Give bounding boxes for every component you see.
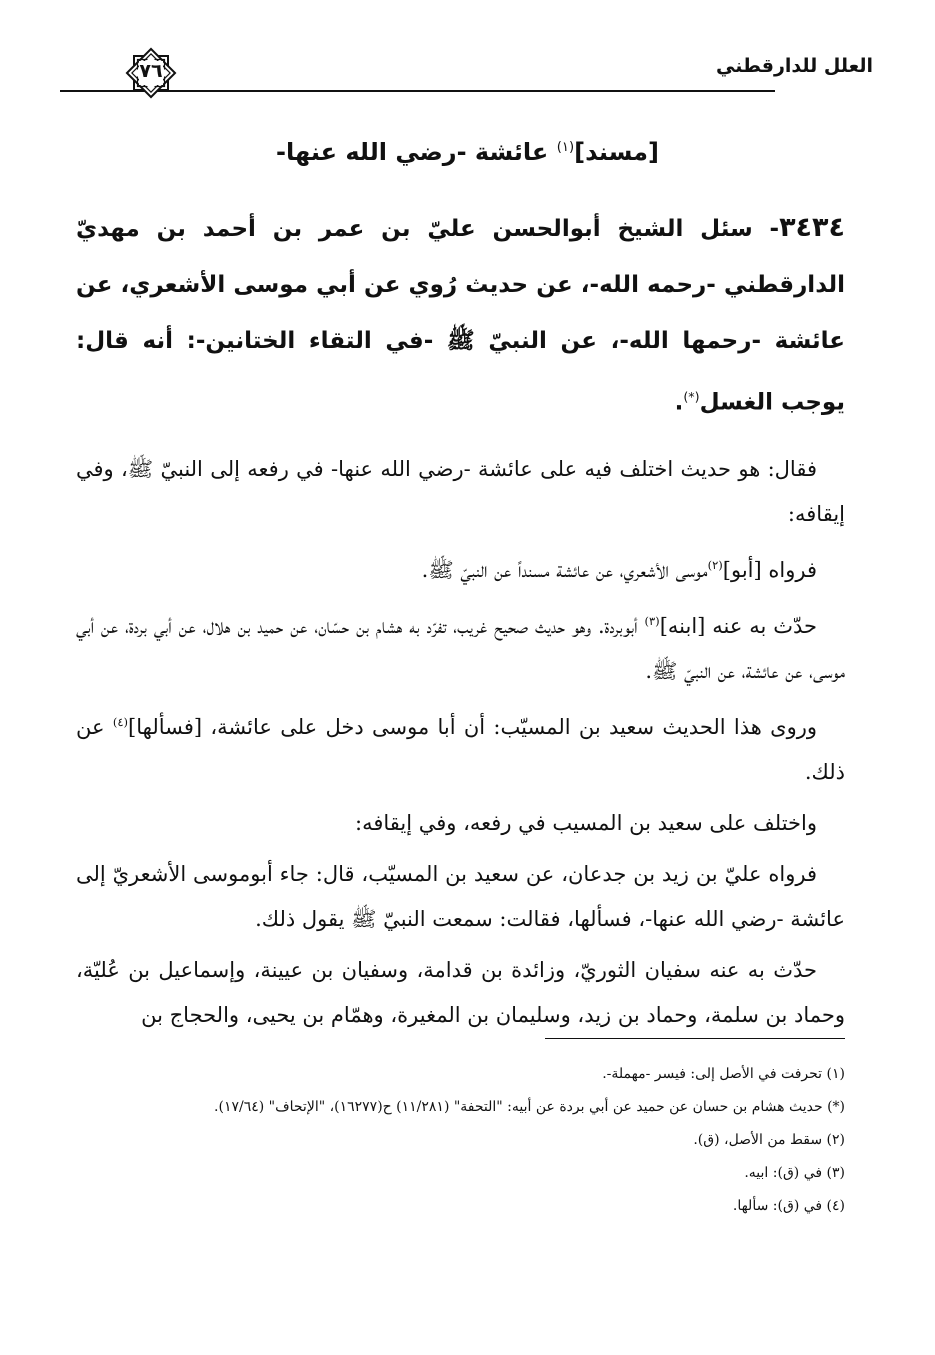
footnote-3: (٣) في (ق): ابيه. [744,1165,845,1181]
footnote-ref-1[interactable]: (١) [556,140,575,155]
question-text: - سئل الشيخ أبوالحسن عليّ بن عمر بن أحمد بن مهديّ الدارقطني -رحمه الله-، عن حديث رُوي عن أبي موسى الأشعري، عن عائشة -رحمها الله-، عن النبيّ ﷺ -في التقاء الختانين-: أنه قال: يوجب الغسل [76,216,845,416]
answer-paragraph-5: واختلف على سعيد بن المسيب في رفعه، وفي إيقافه: [355,810,817,835]
paragraph-3-end: أبوبردة. وهو حديث صحيح غريب، تفرّد به هشام بن حسّان، عن حميد بن هلال، عن أبي بردة، عن أبي موسى، عن عائشة، عن النبيّ ﷺ. [76,613,845,683]
footnote-separator [545,1038,845,1039]
footnote-ref-2[interactable]: (٢) [707,557,723,572]
footnote-2: (٢) سقط من الأصل، (ق). [693,1132,845,1148]
answer-paragraph-4 [76,700,845,795]
answer-paragraph-1: فقال: هو حديث اختلف فيه على عائشة -رضي الله عنها- في رفعه إلى النبيّ ﷺ، وفي إيقافه: [76,456,845,526]
main-text [76,200,845,1044]
section-heading [0,138,935,166]
answer-paragraph-6: فرواه عليّ بن زيد بن جدعان، عن سعيد بن المسيّب، قال: جاء أبوموسى الأشعريّ إلى عائشة -رضي الله عنها-، فسألها، فقالت: سمعت النبيّ ﷺ يقول ذلك. [76,861,845,931]
footnotes [76,1058,845,1223]
footnote-ref-4[interactable]: (٤) [112,714,129,729]
book-title: العلل للدارقطني [716,55,873,77]
answer-paragraph-2 [76,543,845,593]
answer-paragraph-7: حدّث به عنه سفيان الثوريّ، وزائدة بن قدامة، وسفيان بن عيينة، وإسماعيل بن عُليّة، وحماد بن سلمة، وحماد بن زيد، وسليمان بن المغيرة، وهمّام بن يحيى، والحجاج بن [76,957,845,1027]
paragraph-2-start: فرواه [أبو] [722,557,817,582]
question-paragraph [76,200,845,431]
paragraph-2-end: موسى الأشعري، عن عائشة مسنداً عن النبيّ ﷺ. [421,557,708,582]
page-number-badge [122,44,180,102]
paragraph-3-start: حدّث به عنه [ابنه] [659,613,817,638]
footnote-1: (١) تحرفت في الأصل إلى: فيسر -مهملة-. [602,1066,845,1082]
question-end: . [674,389,684,416]
paragraph-4-start: وروى هذا الحديث سعيد بن المسيّب: أن أبا موسى دخل على عائشة، [فسألها] [128,714,817,739]
page-number: ٧٦ [139,60,163,82]
footnote-star: (*) حديث هشام بن حسان عن حميد عن أبي بردة عن أبيه: "التحفة" (١١/٢٨١) ح(١٦٢٧٧)، "الإتحاف" (١٧/٦٤). [214,1099,845,1115]
question-number: ٣٤٣٤ [779,212,845,243]
running-header [60,52,873,98]
paragraph-4-end: عن ذلك. [76,714,845,784]
section-heading-prefix: [مسند] [574,138,659,166]
footnote-ref-3[interactable]: (٣) [644,613,660,628]
section-heading-title: عائشة -رضي الله عنها- [276,138,557,166]
footnote-ref-star[interactable]: (*) [683,389,700,404]
footnote-4: (٤) في (ق): سألها. [732,1198,845,1214]
answer-paragraph-3 [76,599,845,694]
